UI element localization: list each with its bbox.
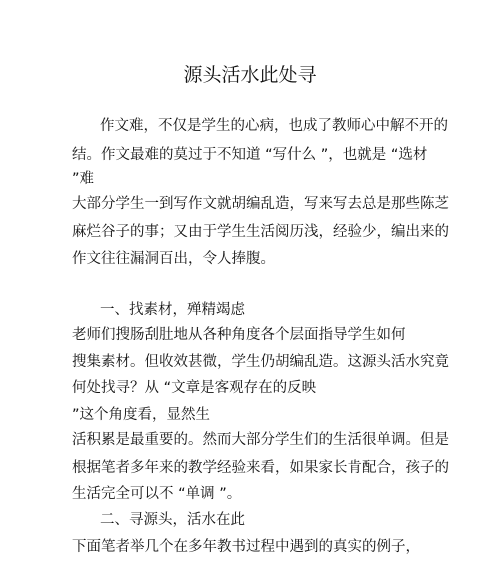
paragraph-line-4: 大部分学生一到写作文就胡编乱造，写来写去总是那些陈芝 bbox=[72, 196, 449, 212]
section-heading-1: 一、找素材，殚精竭虑 bbox=[100, 302, 245, 318]
paragraph-line-10: ”这个角度看，显然生 bbox=[72, 407, 211, 423]
document-title: 源头活水此处寻 bbox=[183, 64, 317, 86]
paragraph-line-8: 搜集素材。但收效甚微，学生仍胡编乱造。这源头活水究竟 bbox=[72, 354, 449, 370]
paragraph-line-2: 结。作文最难的莫过于不知道 “写什么 ”，也就是 “选材 bbox=[72, 147, 428, 163]
paragraph-line-5: 麻烂谷子的事；又由于学生生活阅历浅，经验少，编出来的 bbox=[72, 224, 449, 240]
paragraph-line-14: 下面笔者举几个在多年教书过程中遇到的真实的例子， bbox=[72, 539, 420, 555]
paragraph-line-9: 何处找寻？从 “文章是客观存在的反映 bbox=[72, 380, 317, 396]
paragraph-line-1: 作文难，不仅是学生的心病，也成了教师心中解不开的 bbox=[100, 118, 448, 134]
paragraph-line-13: 生活完全可以不 “单调 ”。 bbox=[72, 486, 242, 502]
paragraph-line-3: ”难 bbox=[72, 171, 95, 187]
paragraph-line-7: 老师们搜肠刮肚地从各种角度各个层面指导学生如何 bbox=[72, 327, 406, 343]
paragraph-line-12: 根据笔者多年来的教学经验来看，如果家长肯配合，孩子的 bbox=[72, 460, 449, 476]
paragraph-line-6: 作文往往漏洞百出，令人捧腹。 bbox=[72, 251, 275, 267]
section-heading-2: 二、寻源头，活水在此 bbox=[100, 512, 245, 528]
paragraph-line-11: 活积累是最重要的。然而大部分学生们的生活很单调。但是 bbox=[72, 432, 449, 448]
